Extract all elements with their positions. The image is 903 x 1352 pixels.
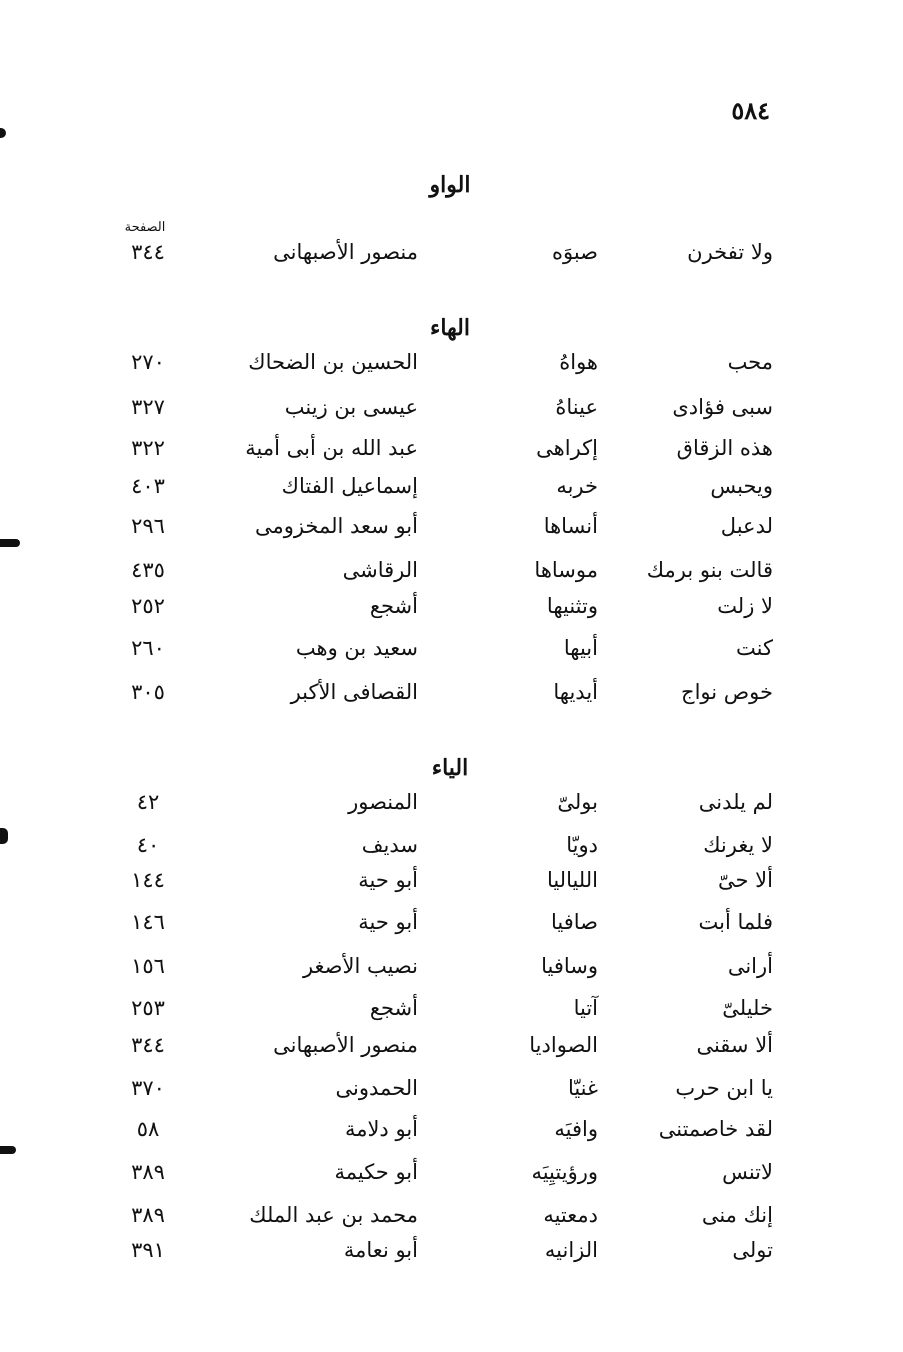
page-ref: ٣٨٩ [131, 1203, 165, 1227]
poet-name: الرقاشى [342, 558, 418, 582]
index-row [0, 1203, 903, 1237]
index-row [0, 240, 903, 274]
index-row [0, 395, 903, 429]
page-ref: ٤٠ [136, 833, 160, 857]
page-ref: ٤٠٣ [131, 474, 165, 498]
rhyme-start: إنك منى [701, 1203, 773, 1227]
index-row [0, 474, 903, 508]
rhyme-start: لا يغرنك [703, 833, 773, 857]
rhyme-start: سبى فؤادى [672, 395, 773, 419]
poet-name: عيسى بن زينب [284, 395, 418, 419]
rhyme-end: آتيا [573, 996, 598, 1020]
poet-name: أبو نعامة [343, 1238, 418, 1262]
rhyme-start: لم يلدنى [698, 790, 773, 814]
rhyme-start: تولى [732, 1238, 773, 1262]
index-row [0, 868, 903, 902]
rhyme-start: قالت بنو برمك [646, 558, 773, 582]
page-ref: ٢٧٠ [131, 350, 165, 374]
index-row [0, 1160, 903, 1194]
page-ref: ١٤٦ [131, 910, 165, 934]
index-row [0, 1238, 903, 1272]
poet-name: نصيب الأصغر [302, 954, 418, 978]
rhyme-end: أنساها [543, 514, 598, 538]
rhyme-end: صبوَه [551, 240, 598, 264]
section-title-ha: الهاء [429, 315, 470, 341]
poet-name: أشجع [369, 996, 418, 1020]
rhyme-end: موساها [534, 558, 598, 582]
poet-name: المنصور [348, 790, 418, 814]
page-ref: ٤٣٥ [131, 558, 165, 582]
rhyme-start: لاتنس [722, 1160, 773, 1184]
page-number: ٥٨٤ [731, 96, 770, 125]
rhyme-end: أبيها [563, 636, 598, 660]
poet-name: منصور الأصبهانى [273, 1033, 418, 1057]
poet-name: القصافى الأكبر [290, 680, 418, 704]
rhyme-start: فلما أبت [698, 910, 773, 934]
poet-name: أبو حية [358, 910, 418, 934]
page-ref: ١٥٦ [131, 954, 165, 978]
index-row [0, 514, 903, 548]
scan-artifact [0, 128, 6, 138]
index-row [0, 436, 903, 470]
page-ref: ٣٢٧ [131, 395, 165, 419]
poet-name: أشجع [369, 594, 418, 618]
rhyme-end: اللياليا [546, 868, 598, 892]
rhyme-start: ألا حىّ [718, 868, 773, 892]
index-row [0, 790, 903, 824]
poet-name: الحمدونى [335, 1076, 418, 1100]
poet-name: إسماعيل الفتاك [281, 474, 418, 498]
rhyme-end: دمعتيه [543, 1203, 598, 1227]
rhyme-end: عيناهُ [555, 395, 598, 419]
index-row [0, 1117, 903, 1151]
page-ref: ٣٤٤ [131, 240, 165, 264]
rhyme-end: وافيَه [554, 1117, 598, 1141]
index-row [0, 636, 903, 670]
poet-name: أبو سعد المخزومى [254, 514, 418, 538]
rhyme-end: الصواديا [529, 1033, 598, 1057]
rhyme-start: خليلىّ [722, 996, 773, 1020]
page-ref: ٢٩٦ [131, 514, 165, 538]
page-ref: ٣٠٥ [131, 680, 165, 704]
index-row [0, 996, 903, 1030]
rhyme-start: كنت [736, 636, 773, 660]
rhyme-start: ألا سقنى [696, 1033, 773, 1057]
rhyme-end: إكراهى [536, 436, 598, 460]
poet-name: سديف [361, 833, 418, 857]
page-ref: ٣٨٩ [131, 1160, 165, 1184]
rhyme-start: محب [727, 350, 773, 374]
index-row [0, 954, 903, 988]
page-ref: ٢٦٠ [131, 636, 165, 660]
rhyme-end: وتثنيها [546, 594, 598, 618]
page-ref: ١٤٤ [131, 868, 165, 892]
index-row [0, 558, 903, 592]
index-row [0, 1033, 903, 1067]
rhyme-end: وسافيا [541, 954, 598, 978]
rhyme-start: هذه الزقاق [676, 436, 773, 460]
rhyme-start: أرانى [727, 954, 773, 978]
poet-name: منصور الأصبهانى [273, 240, 418, 264]
page-ref: ٣٧٠ [131, 1076, 165, 1100]
page-ref: ٢٥٣ [131, 996, 165, 1020]
poet-name: عبد الله بن أبى أمية [245, 436, 418, 460]
rhyme-end: هواهُ [559, 350, 598, 374]
rhyme-start: لدعبل [720, 514, 773, 538]
index-row [0, 910, 903, 944]
scan-artifact [0, 539, 20, 547]
poet-name: أبو حكيمة [334, 1160, 418, 1184]
page-ref: ٣٩١ [131, 1238, 165, 1262]
rhyme-start: لقد خاصمتنى [658, 1117, 773, 1141]
page-ref: ٢٥٢ [131, 594, 165, 618]
index-row [0, 680, 903, 714]
section-title-ya: الياء [431, 755, 469, 781]
rhyme-end: دويّا [566, 833, 598, 857]
rhyme-start: لا زلت [717, 594, 773, 618]
rhyme-end: أيديها [553, 680, 598, 704]
poet-name: أبو دلامة [344, 1117, 418, 1141]
rhyme-start: ويحبس [710, 474, 773, 498]
section-title-waw: الواو [429, 172, 471, 198]
rhyme-start: خوص نواج [681, 680, 773, 704]
rhyme-end: بولىّ [557, 790, 598, 814]
page-ref: ٣٤٤ [131, 1033, 165, 1057]
index-row [0, 1076, 903, 1110]
rhyme-end: صافيا [550, 910, 598, 934]
scan-artifact [0, 828, 8, 844]
rhyme-end: ورؤيتيِيَه [531, 1160, 598, 1184]
poet-name: محمد بن عبد الملك [249, 1203, 418, 1227]
page-column-header: الصفحة [124, 220, 166, 235]
rhyme-start: ولا تفخرن [687, 240, 773, 264]
rhyme-end: غنيّا [567, 1076, 598, 1100]
index-row [0, 350, 903, 384]
index-row [0, 833, 903, 867]
page-ref: ٤٢ [136, 790, 160, 814]
rhyme-end: خربه [556, 474, 598, 498]
index-row [0, 594, 903, 628]
scan-artifact [0, 1146, 16, 1154]
poet-name: الحسين بن الضحاك [248, 350, 418, 374]
poet-name: أبو حية [358, 868, 418, 892]
rhyme-start: يا ابن حرب [675, 1076, 773, 1100]
rhyme-end: الزانيه [544, 1238, 598, 1262]
page-ref: ٥٨ [136, 1117, 160, 1141]
page-ref: ٣٢٢ [131, 436, 165, 460]
poet-name: سعيد بن وهب [295, 636, 418, 660]
